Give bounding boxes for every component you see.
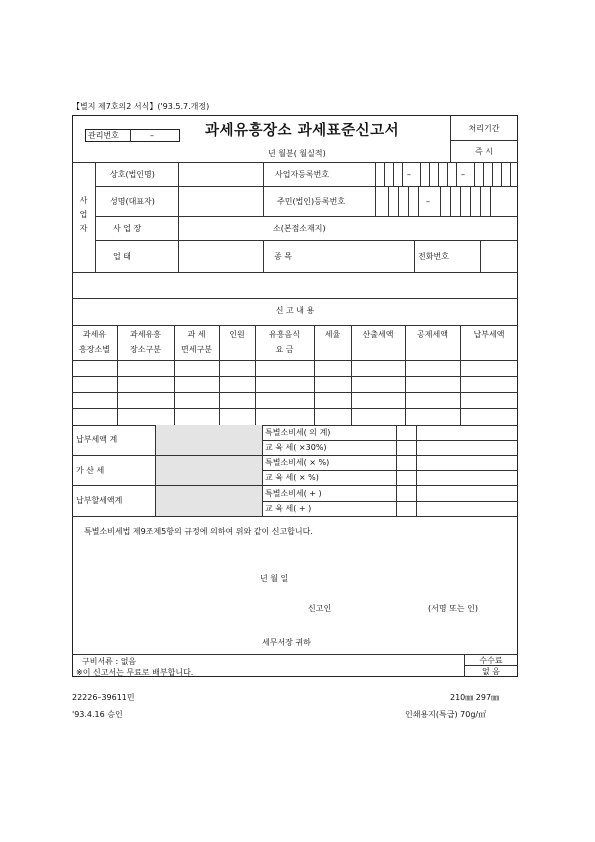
footer-code: 22226–39611민 — [72, 693, 135, 702]
report-section-title: 신 고 내 용 — [275, 306, 315, 315]
col-header-1b: 흥장소별 — [79, 345, 110, 354]
payable-tax-total-label: 납부세액 계 — [76, 435, 118, 444]
col-header-5a: 유흥음식 — [269, 330, 300, 339]
biz-reg-dash-2: – — [461, 170, 465, 179]
resident-dash: – — [426, 197, 430, 206]
total-payable-label: 납부할세액계 — [76, 496, 123, 505]
item-label: 종 목 — [274, 252, 292, 261]
col-header-1a: 과세유 — [82, 330, 107, 339]
date-line: 년 월 일 — [260, 574, 289, 583]
summary-row-6: 교 육 세( + ) — [265, 504, 312, 513]
fee-label: 수수료 — [479, 656, 503, 665]
fee-value: 없 음 — [482, 667, 500, 676]
mgmt-number-value: – — [150, 131, 154, 140]
business-side-label: 사업자 — [79, 196, 88, 233]
summary-shaded-area — [155, 425, 262, 516]
footer-approval: '93.4.16 승인 — [72, 710, 123, 719]
biz-reg-label: 사업자등록번호 — [275, 170, 330, 179]
trade-name-label: 상호(법인명) — [110, 170, 155, 179]
hq-address-label: 소(본점소재지) — [273, 224, 326, 233]
biz-reg-dash-1: – — [407, 170, 411, 179]
resident-no-label: 주민(법인)등록번호 — [277, 197, 346, 206]
summary-row-1: 특별소비세( 의 계) — [265, 428, 331, 437]
col-header-8: 공제세액 — [417, 330, 448, 339]
declaration-text: 특별소비세법 제9조제5항의 규정에 의하여 위와 같이 신고합니다. — [84, 527, 313, 536]
col-header-3b: 면세구분 — [181, 345, 212, 354]
free-distribution-note: ※이 신고서는 무료로 배부합니다. — [76, 668, 194, 677]
summary-row-5: 특별소비세( + ) — [265, 489, 322, 498]
processing-label: 처리기간 — [468, 124, 500, 133]
phone-label: 전화번호 — [418, 252, 449, 261]
mgmt-number-label: 관리번호 — [88, 131, 119, 140]
col-header-2a: 과세유흥 — [130, 330, 161, 339]
col-header-5b: 요 금 — [275, 345, 294, 354]
processing-value: 즉 시 — [475, 147, 493, 156]
workplace-label: 사 업 장 — [113, 224, 142, 233]
col-header-2b: 장소구분 — [130, 345, 161, 354]
business-type-label: 업 태 — [113, 252, 131, 261]
col-header-9: 납부세액 — [473, 330, 505, 339]
attachments-note: 구비서류 : 없음 — [82, 657, 137, 666]
period-line: 년 월분( 월실적) — [268, 149, 326, 158]
summary-row-2: 교 육 세( ×30%) — [265, 443, 327, 452]
form-header: 【별지 제7호의2 서식】('93.5.7.개정) — [72, 102, 210, 111]
page-title: 과세유흥장소 과세표준신고서 — [205, 123, 400, 139]
col-header-7: 산출세액 — [362, 330, 394, 339]
col-header-3a: 과 세 — [187, 330, 206, 339]
col-header-6: 세율 — [324, 330, 341, 339]
representative-label: 성명(대표자) — [110, 197, 155, 206]
signature-label: (서명 또는 인) — [428, 604, 478, 613]
col-header-4: 인원 — [229, 330, 245, 339]
additional-tax-label: 가 산 세 — [76, 466, 105, 475]
summary-row-3: 특별소비세( × %) — [265, 458, 330, 467]
addressee: 세무서장 귀하 — [262, 638, 311, 647]
footer-size: 210㎜ 297㎜ — [450, 693, 500, 702]
footer-paper: 인쇄용지(특급) 70g/㎡ — [405, 710, 487, 719]
reporter-label: 신고인 — [308, 604, 332, 613]
summary-row-4: 교 육 세( × %) — [265, 473, 319, 482]
